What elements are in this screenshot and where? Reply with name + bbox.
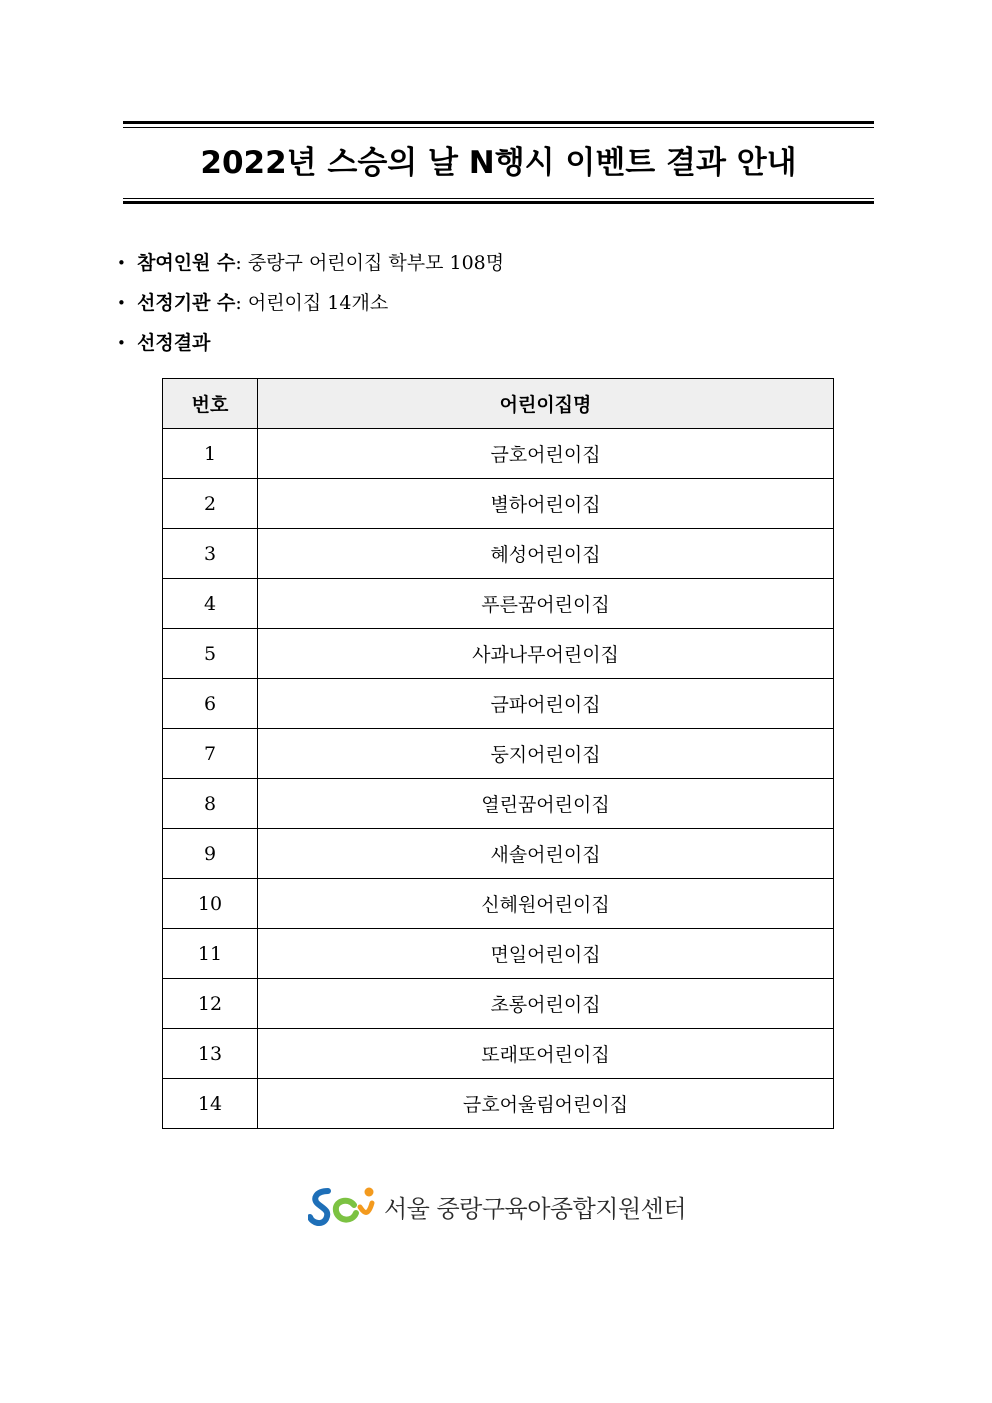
info-item-results bbox=[117, 327, 504, 367]
row-daycare-name: 또래또어린이집 bbox=[258, 1029, 834, 1079]
row-number: 13 bbox=[163, 1029, 258, 1079]
table-row bbox=[163, 779, 834, 829]
bullet-icon: • bbox=[117, 294, 126, 312]
info-value: 어린이집 14개소 bbox=[247, 292, 389, 314]
bullet-icon: • bbox=[117, 334, 126, 352]
table-row bbox=[163, 579, 834, 629]
title-rule-bottom-thick bbox=[123, 201, 874, 204]
row-daycare-name: 초롱어린이집 bbox=[258, 979, 834, 1029]
info-label: 참여인원 수 bbox=[137, 252, 236, 274]
results-table bbox=[162, 378, 834, 1129]
table-row bbox=[163, 829, 834, 879]
table-row bbox=[163, 1029, 834, 1079]
row-daycare-name: 푸른꿈어린이집 bbox=[258, 579, 834, 629]
row-daycare-name: 열린꿈어린이집 bbox=[258, 779, 834, 829]
table-row bbox=[163, 479, 834, 529]
row-daycare-name: 새솔어린이집 bbox=[258, 829, 834, 879]
info-label: 선정기관 수 bbox=[137, 292, 236, 314]
info-list bbox=[117, 247, 504, 367]
organization-name: 서울 중랑구육아종합지원센터 bbox=[384, 1194, 687, 1223]
title-rule-top-thick bbox=[123, 121, 874, 124]
title-block bbox=[123, 121, 874, 206]
info-label: 선정결과 bbox=[137, 332, 211, 354]
row-daycare-name: 별하어린이집 bbox=[258, 479, 834, 529]
row-daycare-name: 둥지어린이집 bbox=[258, 729, 834, 779]
table-row bbox=[163, 429, 834, 479]
row-number: 8 bbox=[163, 779, 258, 829]
row-daycare-name: 사과나무어린이집 bbox=[258, 629, 834, 679]
bullet-icon: • bbox=[117, 254, 126, 272]
row-number: 7 bbox=[163, 729, 258, 779]
info-separator: : bbox=[235, 252, 242, 274]
row-daycare-name: 금호어린이집 bbox=[258, 429, 834, 479]
row-number: 1 bbox=[163, 429, 258, 479]
table-row bbox=[163, 879, 834, 929]
row-number: 14 bbox=[163, 1079, 258, 1129]
row-number: 6 bbox=[163, 679, 258, 729]
info-item-institutions bbox=[117, 287, 504, 327]
info-item-participants bbox=[117, 247, 504, 287]
row-number: 11 bbox=[163, 929, 258, 979]
row-daycare-name: 면일어린이집 bbox=[258, 929, 834, 979]
table-row bbox=[163, 629, 834, 679]
table-row bbox=[163, 529, 834, 579]
row-daycare-name: 금호어울림어린이집 bbox=[258, 1079, 834, 1129]
row-number: 2 bbox=[163, 479, 258, 529]
info-separator: : bbox=[235, 292, 242, 314]
table-row bbox=[163, 1079, 834, 1129]
table-row bbox=[163, 929, 834, 979]
row-daycare-name: 혜성어린이집 bbox=[258, 529, 834, 579]
row-daycare-name: 금파어린이집 bbox=[258, 679, 834, 729]
title-rule-top-thin bbox=[123, 127, 874, 128]
footer-logo bbox=[308, 1183, 686, 1229]
row-daycare-name: 신혜원어린이집 bbox=[258, 879, 834, 929]
row-number: 5 bbox=[163, 629, 258, 679]
row-number: 3 bbox=[163, 529, 258, 579]
header-daycare-name: 어린이집명 bbox=[258, 379, 834, 429]
table-header-row bbox=[163, 379, 834, 429]
center-logo-icon bbox=[308, 1183, 378, 1229]
title-rule-bottom-thin bbox=[123, 198, 874, 199]
row-number: 9 bbox=[163, 829, 258, 879]
row-number: 10 bbox=[163, 879, 258, 929]
page-title: 2022년 스승의 날 N행시 이벤트 결과 안내 bbox=[200, 145, 797, 181]
row-number: 4 bbox=[163, 579, 258, 629]
row-number: 12 bbox=[163, 979, 258, 1029]
table-row bbox=[163, 679, 834, 729]
table-row bbox=[163, 979, 834, 1029]
table-row bbox=[163, 729, 834, 779]
info-value: 중랑구 어린이집 학부모 108명 bbox=[247, 252, 505, 274]
header-number: 번호 bbox=[163, 379, 258, 429]
